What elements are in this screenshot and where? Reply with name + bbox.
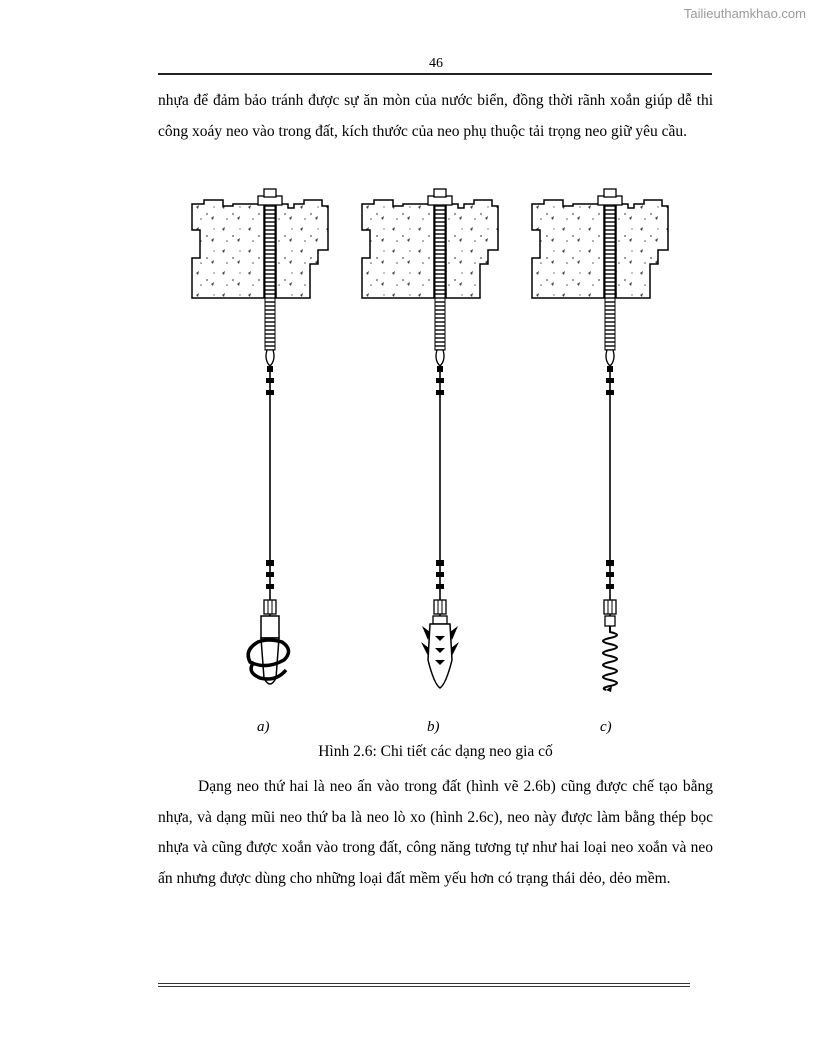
anchor-a	[192, 189, 328, 684]
anchor-figure	[180, 180, 700, 700]
figure-label-b: b)	[427, 719, 440, 735]
figure-caption: Hình 2.6: Chi tiết các dạng neo gia cố	[318, 743, 553, 760]
body-paragraph-2: Dạng neo thứ hai là neo ấn vào trong đất (hình vẽ 2.6b) cũng được chế tạo bằng nhựa, và dạng mũi neo thứ ba là neo lò xo (hình 2.6c), neo này được làm bằng thép bọc nhựa và cũng được xoắn vào trong đất, công năng tương tự như hai loại neo xoắn và neo ấn nhưng được dùng cho những loại đất mềm yếu hơn có trạng thái dẻo, dẻo mềm.	[158, 778, 713, 887]
footer-rule-double	[158, 986, 690, 987]
body-paragraph-1: nhựa để đảm bảo tránh được sự ăn mòn của nước biển, đồng thời rãnh xoắn giúp dễ thi công xoáy neo vào trong đất, kích thước của neo phụ thuộc tải trọng neo giữ yêu cầu.	[158, 92, 713, 140]
watermark: Tailieuthamkhao.com	[683, 6, 806, 21]
figure-label-c: c)	[600, 719, 612, 735]
page-number: 46	[429, 56, 443, 71]
anchor-c	[532, 189, 668, 692]
anchor-b	[362, 189, 498, 688]
header-rule	[158, 73, 712, 75]
figure-label-a: a)	[257, 719, 270, 735]
footer-rule	[158, 983, 690, 984]
